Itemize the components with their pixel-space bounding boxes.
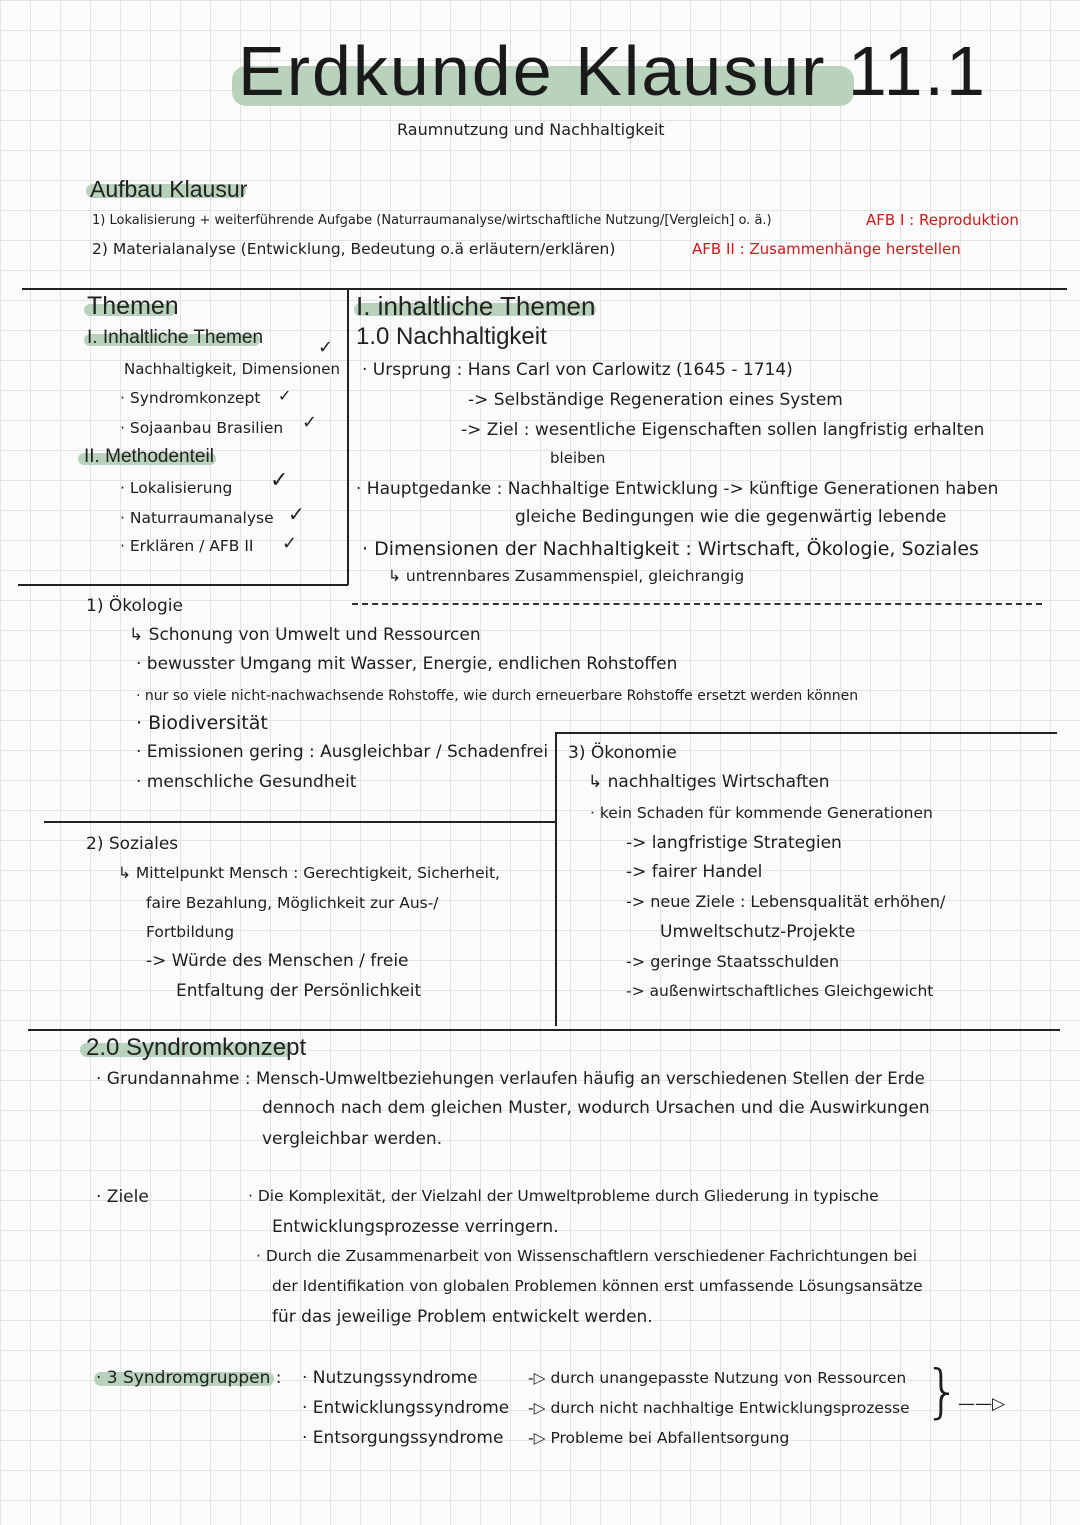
- oekonomie-line-8: -> außenwirtschaftliches Gleichgewicht: [626, 982, 934, 1000]
- themen-item-4: · Lokalisierung: [120, 479, 233, 497]
- dimensionen-1: · Dimensionen der Nachhaltigkeit : Wirtschaft, Ökologie, Soziales: [362, 538, 979, 560]
- soziales-heading: 2) Soziales: [86, 834, 179, 854]
- gruppe-desc-1: -▷ durch unangepasste Nutzung von Ressourcen: [528, 1369, 907, 1387]
- page-title: Erdkunde Klausur 11.1: [238, 32, 987, 110]
- oekologie-line-6: · menschliche Gesundheit: [136, 772, 357, 792]
- inhalt-sub: 1.0 Nachhaltigkeit: [356, 323, 547, 350]
- ziele-line-2: Entwicklungsprozesse verringern.: [272, 1217, 559, 1237]
- ziele-label: · Ziele: [96, 1187, 149, 1207]
- dimensionen-2: ↳ untrennbares Zusammenspiel, gleichrangig: [388, 567, 745, 585]
- themen-item-1: Nachhaltigkeit, Dimensionen: [124, 360, 341, 378]
- oekonomie-box-top: [555, 732, 1057, 734]
- middle-vertical: [555, 732, 557, 1026]
- check-icon: ✓: [278, 386, 292, 405]
- grundannahme-line-3: vergleichbar werden.: [262, 1129, 443, 1149]
- oekologie-line-5: · Emissionen gering : Ausgleichbar / Schadenfrei: [136, 742, 549, 762]
- aufbau-line2-afb: AFB II : Zusammenhänge herstellen: [692, 240, 961, 258]
- gruppe-name-2: · Entwicklungssyndrome: [302, 1398, 510, 1418]
- hauptgedanke-2: gleiche Bedingungen wie die gegenwärtig lebende: [515, 507, 947, 527]
- soziales-line-3: Fortbildung: [146, 923, 235, 941]
- themen-box-right: [347, 288, 349, 585]
- oekonomie-line-7: -> geringe Staatsschulden: [626, 952, 840, 971]
- ursprung: · Ursprung : Hans Carl von Carlowitz (1645 - 1714): [362, 360, 793, 380]
- aufbau-heading: Aufbau Klausur: [90, 176, 248, 202]
- ziele-line-5: für das jeweilige Problem entwickelt werden.: [272, 1307, 653, 1327]
- grundannahme-line-2: dennoch nach dem gleichen Muster, wodurch Ursachen und die Auswirkungen: [262, 1098, 930, 1118]
- gruppe-name-1: · Nutzungssyndrome: [302, 1368, 478, 1388]
- check-icon: ✓: [270, 468, 289, 493]
- themen-item-5: · Naturraumanalyse: [120, 509, 274, 527]
- soziales-line-2: faire Bezahlung, Möglichkeit zur Aus-/: [146, 894, 439, 912]
- oekonomie-line-3: -> langfristige Strategien: [626, 833, 842, 853]
- ziele-line-3: · Durch die Zusammenarbeit von Wissenschaftlern verschiedener Fachrichtungen bei: [256, 1247, 918, 1265]
- hauptgedanke-1: · Hauptgedanke : Nachhaltige Entwicklung -> künftige Generationen haben: [356, 479, 999, 499]
- themen-sec2: II. Methodenteil: [84, 446, 214, 467]
- divider-top: [22, 288, 1067, 290]
- oekonomie-line-2: · kein Schaden für kommende Generationen: [590, 804, 933, 822]
- oekologie-line-4: · Biodiversität: [136, 712, 268, 734]
- grundannahme-label: · Grundannahme :: [96, 1069, 251, 1089]
- grundannahme-line-1: Mensch-Umweltbeziehungen verlaufen häufig an verschiedenen Stellen der Erde: [256, 1069, 925, 1088]
- ursprung-b: -> Ziel : wesentliche Eigenschaften sollen langfristig erhalten: [461, 420, 985, 440]
- soziales-line-5: Entfaltung der Persönlichkeit: [176, 981, 422, 1001]
- check-icon: ✓: [318, 337, 334, 358]
- ziele-line-4: der Identifikation von globalen Problemen können erst umfassende Lösungsansätze: [272, 1277, 923, 1295]
- soziales-line-4: -> Würde des Menschen / freie: [146, 951, 409, 971]
- gruppe-desc-2: -▷ durch nicht nachhaltige Entwicklungsprozesse: [528, 1399, 910, 1417]
- oekonomie-line-5: -> neue Ziele : Lebensqualität erhöhen/: [626, 892, 946, 911]
- check-icon: ✓: [288, 502, 305, 526]
- themen-sec1: I. Inhaltliche Themen: [87, 327, 264, 348]
- oekologie-line-1: ↳ Schonung von Umwelt und Ressourcen: [129, 625, 481, 645]
- oekonomie-line-6: Umweltschutz-Projekte: [660, 922, 856, 942]
- syndromgruppen-label: · 3 Syndromgruppen :: [96, 1368, 282, 1388]
- aufbau-line1: 1) Lokalisierung + weiterführende Aufgabe (Naturraumanalyse/wirtschaftliche Nutzung/[Vergleich] o. ä.): [92, 213, 772, 228]
- oekologie-heading: 1) Ökologie: [86, 596, 183, 616]
- page-subtitle: Raumnutzung und Nachhaltigkeit: [397, 120, 665, 139]
- check-icon: ✓: [302, 412, 318, 433]
- aufbau-line1-afb: AFB I : Reproduktion: [866, 211, 1019, 229]
- check-icon: ✓: [282, 533, 298, 554]
- gruppe-desc-3: -▷ Probleme bei Abfallentsorgung: [528, 1429, 790, 1447]
- oekonomie-line-4: -> fairer Handel: [626, 862, 763, 882]
- aufbau-line2: 2) Materialanalyse (Entwicklung, Bedeutung o.ä erläutern/erklären): [92, 240, 616, 258]
- oekologie-line-2: · bewusster Umgang mit Wasser, Energie, endlichen Rohstoffen: [136, 654, 678, 674]
- brace-icon: }: [924, 1357, 961, 1425]
- arrow-right-icon: ——▷: [958, 1394, 1006, 1414]
- soziales-box-top: [44, 821, 556, 823]
- divider-syndrom: [28, 1029, 1060, 1031]
- ursprung-c: bleiben: [550, 449, 606, 467]
- themen-heading: Themen: [87, 292, 179, 320]
- soziales-line-1: ↳ Mittelpunkt Mensch : Gerechtigkeit, Sicherheit,: [118, 864, 500, 882]
- themen-box-bottom: [18, 584, 348, 586]
- oekonomie-line-1: ↳ nachhaltiges Wirtschaften: [588, 772, 830, 792]
- gruppe-name-3: · Entsorgungssyndrome: [302, 1428, 504, 1448]
- inhalt-heading: I. inhaltliche Themen: [356, 291, 596, 321]
- themen-item-3: · Sojaanbau Brasilien: [120, 419, 284, 437]
- dashed-separator: [352, 603, 1042, 605]
- oekologie-line-3: · nur so viele nicht-nachwachsende Rohstoffe, wie durch erneuerbare Rohstoffe ersetzt werden können: [136, 688, 859, 704]
- themen-item-6: · Erklären / AFB II: [120, 537, 254, 555]
- ursprung-a: -> Selbständige Regeneration eines System: [468, 390, 843, 410]
- syndrom-heading: 2.0 Syndromkonzept: [86, 1034, 307, 1061]
- oekonomie-heading: 3) Ökonomie: [568, 743, 677, 763]
- ziele-line-1: · Die Komplexität, der Vielzahl der Umweltprobleme durch Gliederung in typische: [248, 1187, 879, 1205]
- themen-item-2: · Syndromkonzept: [120, 389, 261, 407]
